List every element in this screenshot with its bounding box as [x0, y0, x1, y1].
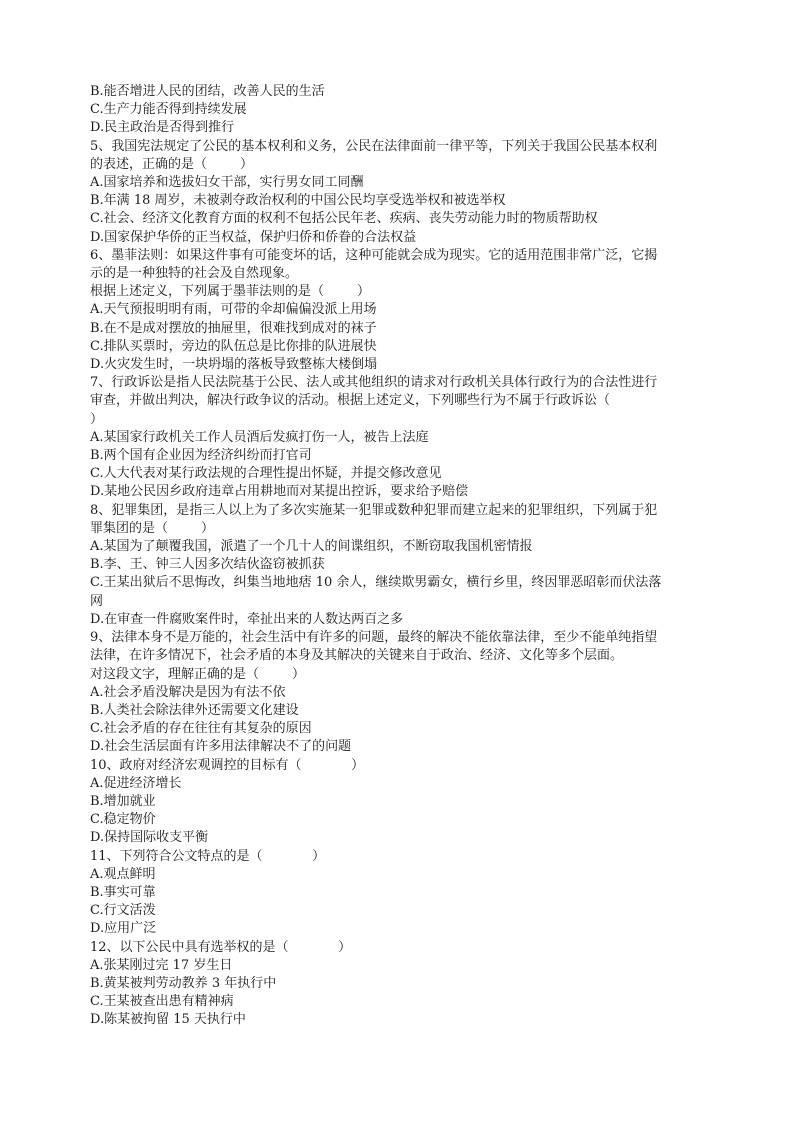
text-line: D.民主政治是否得到推行 — [90, 120, 235, 136]
text-line: B.年满 18 周岁，未被剥夺政治权利的中国公民均享受选举权和被选举权 — [90, 193, 506, 209]
text-line: 6、墨菲法则：如果这件事有可能变坏的话，这种可能就会成为现实。它的适用范围非常广泛，它揭 — [90, 247, 658, 263]
text-line: C.行文活泼 — [90, 903, 156, 919]
text-line: 5、我国宪法规定了公民的基本权利和义务，公民在法律面前一律平等，下列关于我国公民基本权利 — [90, 138, 658, 154]
text-line: C.稳定物价 — [90, 812, 156, 828]
text-line: B.黄某被判劳动教养 3 年执行中 — [90, 975, 277, 991]
text-line: B.事实可靠 — [90, 884, 156, 900]
text-line: A.观点鲜明 — [90, 866, 156, 882]
text-line: 示的是一种独特的社会及自然现象。 — [90, 266, 299, 282]
text-line: D.火灾发生时，一块坍塌的落板导致整栋大楼倒塌 — [90, 357, 378, 373]
text-line: 8、犯罪集团，是指三人以上为了多次实施某一犯罪或数种犯罪而建立起来的犯罪组织，下列属于犯 — [90, 502, 658, 518]
text-line: C.生产力能否得到持续发展 — [90, 102, 247, 118]
text-line: 7、行政诉讼是指人民法院基于公民、法人或其他组织的请求对行政机关具体行政行为的合法性进行 — [90, 375, 658, 391]
text-line: C.社会、经济文化教育方面的权利不包括公民年老、疾病、丧失劳动能力时的物质帮助权 — [90, 211, 598, 227]
text-line: A.天气预报明明有雨，可带的伞却偏偏没派上用场 — [90, 302, 377, 318]
text-line: C.社会矛盾的存在往往有其复杂的原因 — [90, 721, 312, 737]
text-line: C.王某出狱后不思悔改，纠集当地地痞 10 余人，继续欺男霸女，横行乡里，终因罪恶昭彰而伏法落 — [90, 575, 662, 591]
text-line: A.社会矛盾没解决是因为有法不依 — [90, 684, 286, 700]
text-line: B.在不是成对摆放的抽屉里，很难找到成对的袜子 — [90, 320, 377, 336]
text-line: 根据上述定义，下列属于墨菲法则的是（ ） — [90, 284, 371, 300]
text-line: B.人类社会除法律外还需要文化建设 — [90, 702, 299, 718]
text-line: 罪集团的是（ ） — [90, 520, 215, 536]
text-line: ） — [90, 411, 104, 427]
text-line: 审查，并做出判决，解决行政争议的活动。根据上述定义，下列哪些行为不属于行政诉讼（ — [90, 393, 611, 409]
text-line: 的表述，正确的是（ ） — [90, 156, 254, 172]
text-line: C.人大代表对某行政法规的合理性提出怀疑，并提交修改意见 — [90, 466, 442, 482]
text-line: 9、法律本身不是万能的，社会生活中有许多的问题，最终的解决不能依靠法律，至少不能单纯指望 — [90, 630, 658, 646]
text-line: C.排队买票时，旁边的队伍总是比你排的队进展快 — [90, 338, 377, 354]
text-line: B.增加就业 — [90, 793, 156, 809]
text-line: 12、以下公民中具有选举权的是（ ） — [90, 939, 352, 955]
text-line: 10、政府对经济宏观调控的目标有（ ） — [90, 757, 365, 773]
text-line: D.国家保护华侨的正当权益，保护归侨和侨眷的合法权益 — [90, 229, 417, 245]
text-line: D.陈某被拘留 15 天执行中 — [90, 1012, 246, 1028]
text-line: 法律，在许多情况下，社会矛盾的本身及其解决的关键来自于政治、经济、文化等多个层面。 — [90, 648, 624, 664]
text-line: D.某地公民因乡政府违章占用耕地而对某提出控诉，要求给予赔偿 — [90, 484, 469, 500]
text-line: 网 — [90, 593, 104, 609]
text-line: A.促进经济增长 — [90, 775, 182, 791]
text-line: 对这段文字，理解正确的是（ ） — [90, 666, 306, 682]
text-line: D.在审查一件腐败案件时，牵扯出来的人数达两百之多 — [90, 611, 404, 627]
text-line: B.两个国有企业因为经济纠纷而打官司 — [90, 448, 312, 464]
text-line: B.李、王、钟三人因多次结伙盗窃被抓获 — [90, 557, 325, 573]
text-line: A.某国家行政机关工作人员酒后发疯打伤一人，被告上法庭 — [90, 429, 429, 445]
text-line: B.能否增进人民的团结，改善人民的生活 — [90, 84, 325, 99]
document-page — [90, 83, 702, 1030]
text-line: D.应用广泛 — [90, 921, 157, 937]
text-line: D.社会生活层面有许多用法律解决不了的问题 — [90, 739, 352, 755]
text-line: D.保持国际收支平衡 — [90, 830, 209, 846]
text-line: A.某国为了颠覆我国，派遣了一个几十人的间谍组织，不断窃取我国机密情报 — [90, 539, 533, 555]
text-line: A.国家培养和选拔妇女干部，实行男女同工同酬 — [90, 175, 364, 191]
text-line: A.张某刚过完 17 岁生日 — [90, 957, 233, 973]
text-line: C.王某被查出患有精神病 — [90, 994, 234, 1010]
text-line: 11、下列符合公文特点的是（ ） — [90, 848, 326, 864]
